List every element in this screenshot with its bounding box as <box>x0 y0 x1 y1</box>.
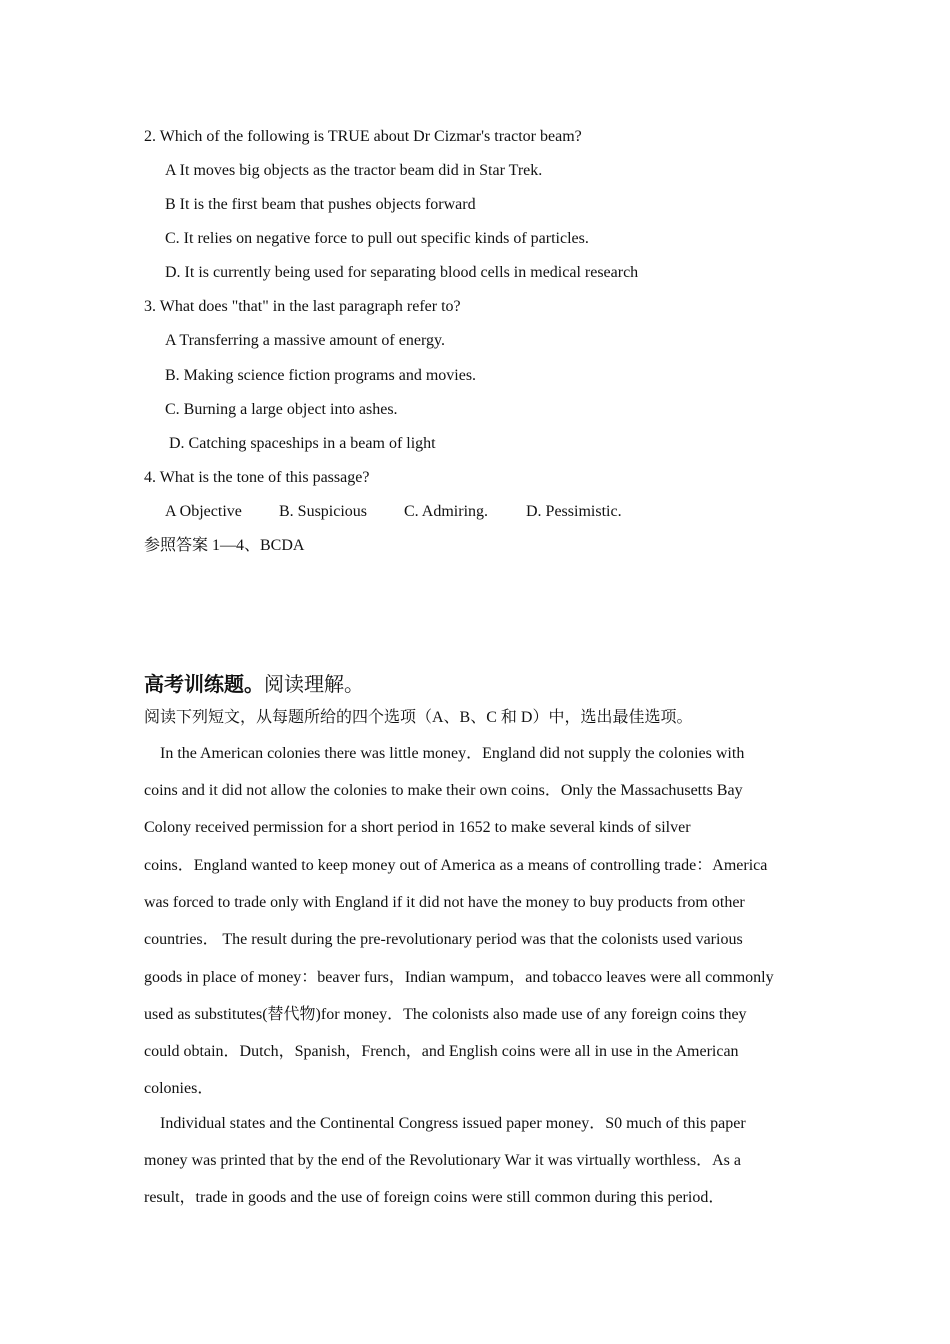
paragraph-1-line: Colony received permission for a short period in 1652 to make several kinds of silver <box>144 819 691 836</box>
question-2-option-a: A It moves big objects as the tractor beam did in Star Trek. <box>165 162 543 179</box>
paragraph-1-line: goods in place of money：beaver furs，Indian wampum，and tobacco leaves were all commonly <box>144 969 774 986</box>
paragraph-1-line: countries． The result during the pre-revolutionary period was that the colonists used various <box>144 931 743 948</box>
question-4-option-c: C. Admiring. <box>404 503 489 520</box>
paragraph-1-line: coins．England wanted to keep money out of America as a means of controlling trade：America <box>144 857 768 874</box>
paragraph-1-line: colonies． <box>144 1080 214 1097</box>
question-2-option-c: C. It relies on negative force to pull out specific kinds of particles. <box>165 230 589 247</box>
paragraph-2-line: money was printed that by the end of the Revolutionary War it was virtually worthless．As a <box>144 1152 741 1169</box>
paragraph-2-line: result，trade in goods and the use of foreign coins were still common during this period． <box>144 1189 725 1206</box>
paragraph-1-line: could obtain．Dutch，Spanish，French，and English coins were all in use in the American <box>144 1043 739 1060</box>
question-2-stem: 2. Which of the following is TRUE about Dr Cizmar's tractor beam? <box>144 128 582 145</box>
question-2-option-b: B It is the first beam that pushes objects forward <box>165 196 476 213</box>
question-4-option-d: D. Pessimistic. <box>526 503 622 520</box>
exercise-heading-normal: 阅读理解。 <box>264 672 364 696</box>
exercise-heading-bold: 高考训练题。 <box>144 672 264 696</box>
question-3-option-c: C. Burning a large object into ashes. <box>165 401 398 418</box>
question-2-option-d: D. It is currently being used for separating blood cells in medical research <box>165 264 639 281</box>
paragraph-1-line: In the American colonies there was little money．England did not supply the colonies with <box>160 745 745 762</box>
exercise-heading <box>144 671 364 698</box>
paragraph-1-line: coins and it did not allow the colonies to make their own coins．Only the Massachusetts Bay <box>144 782 743 799</box>
question-4-stem: 4. What is the tone of this passage? <box>144 469 370 486</box>
question-3-stem: 3. What does "that" in the last paragraph refer to? <box>144 298 461 315</box>
question-4-option-b: B. Suspicious <box>279 503 368 520</box>
paragraph-2-line: Individual states and the Continental Congress issued paper money．S0 much of this paper <box>160 1115 746 1132</box>
answer-key: 参照答案 1—4、BCDA <box>144 537 305 554</box>
question-3-option-d: D. Catching spaceships in a beam of light <box>169 435 436 452</box>
paragraph-1-line: used as substitutes(替代物)for money．The colonists also made use of any foreign coins they <box>144 1006 747 1023</box>
question-3-option-a: A Transferring a massive amount of energy. <box>165 332 445 349</box>
exercise-instruction: 阅读下列短文，从每题所给的四个选项（A、B、C 和 D）中，选出最佳选项。 <box>144 709 693 726</box>
question-3-option-b: B. Making science fiction programs and movies. <box>165 367 477 384</box>
question-4-option-a: A Objective <box>165 503 242 520</box>
paragraph-1-line: was forced to trade only with England if it did not have the money to buy products from other <box>144 894 745 911</box>
